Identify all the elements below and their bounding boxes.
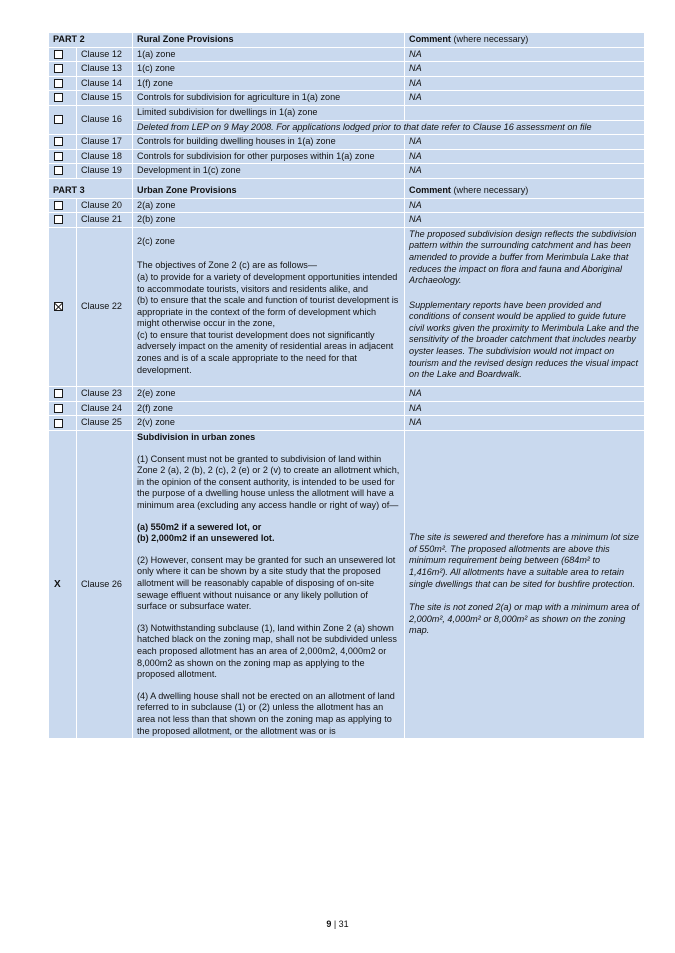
table-row: [49, 135, 645, 150]
clause-label: Clause 18: [77, 149, 133, 164]
page-number-footer: [0, 919, 675, 929]
clause-26-comment-p1: The site is sewered and therefore has a minimum lot size of 550m². The proposed allotments are above this minimum requirement being between (684m² to 1,416m²). All allotments have a suitable area to retain single dwellings that can be sited for bushfire protection.: [409, 532, 639, 589]
clause-comment: NA: [405, 149, 645, 164]
clause-label: Clause 25: [77, 416, 133, 431]
clause-description: Development in 1(c) zone: [133, 164, 405, 179]
clause-22-title: 2(c) zone: [137, 235, 175, 246]
clause-label: Clause 16: [77, 105, 133, 134]
clause-comment: NA: [405, 47, 645, 62]
clause-16-deleted-note: Deleted from LEP on 9 May 2008. For applications lodged prior to that date refer to Clause 16 assessment on file: [133, 120, 645, 135]
table-row: [49, 91, 645, 106]
checkbox-clause-25[interactable]: [54, 419, 63, 428]
table-row: [49, 62, 645, 77]
table-row-clause-22: [49, 227, 645, 387]
table-row: [49, 76, 645, 91]
clause-label: Clause 20: [77, 198, 133, 213]
clause-26-description: [133, 431, 405, 739]
clause-description: Limited subdivision for dwellings in 1(a) zone: [133, 105, 405, 120]
comment-header-rest: (where necessary): [450, 184, 529, 195]
clause-label: Clause 15: [77, 91, 133, 106]
part3-header-row: [49, 178, 645, 198]
clause-label: Clause 13: [77, 62, 133, 77]
comment-header-bold: Comment: [409, 184, 451, 195]
checkbox-clause-22-checked[interactable]: [54, 302, 63, 311]
table-row: [49, 164, 645, 179]
provisions-table-container: [48, 32, 644, 739]
clause-22-objectives: The objectives of Zone 2 (c) are as follows—: [137, 260, 317, 271]
part2-header-row: [49, 33, 645, 48]
clause-26-comment: [405, 431, 645, 739]
page-separator: |: [331, 919, 339, 929]
clause-comment: NA: [405, 164, 645, 179]
clause-26-subclause-3: (3) Notwithstanding subclause (1), land within Zone 2 (a) shown hatched black on the zoning map, shall not be subdivided unless each proposed allotment has an area of 2,000m2, 4,000m2 or 8,000m2 as shown on the zoning map as applying to the proposed allotment.: [137, 622, 397, 680]
table-row: [49, 416, 645, 431]
clause-26-comment-p2: The site is not zoned 2(a) or map with a minimum area of 2,000m², 4,000m² or 8,000m² as shown on the zoning map.: [409, 602, 639, 636]
clause-label: Clause 21: [77, 213, 133, 228]
provisions-table: [48, 32, 645, 739]
clause-description: 1(f) zone: [133, 76, 405, 91]
checkbox-clause-12[interactable]: [54, 50, 63, 59]
clause-26-item-b: (b) 2,000m2 if an unsewered lot.: [137, 533, 275, 544]
clause-description: Controls for subdivision for agriculture in 1(a) zone: [133, 91, 405, 106]
clause-description: 2(b) zone: [133, 213, 405, 228]
table-row: [49, 213, 645, 228]
clause-comment: NA: [405, 62, 645, 77]
comment-header-bold: Comment: [409, 34, 451, 44]
table-row: [49, 387, 645, 402]
clause-comment: NA: [405, 91, 645, 106]
comment-header-rest: (where necessary): [450, 34, 529, 44]
clause-label: Clause 17: [77, 135, 133, 150]
clause-description: Controls for subdivision for other purposes within 1(a) zone: [133, 149, 405, 164]
clause-22-comment-p1: The proposed subdivision design reflects the subdivision pattern within the surrounding catchment and has been amended to provide a buffer from Merimbula Lake that reduces the impact on flora and fauna and Aboriginal Archaeology.: [409, 228, 637, 286]
checkbox-clause-18[interactable]: [54, 152, 63, 161]
checkbox-clause-19[interactable]: [54, 166, 63, 175]
clause-description: 2(e) zone: [133, 387, 405, 402]
table-row: [49, 149, 645, 164]
clause-22-objective-c: (c) to ensure that tourist development does not significantly adversely impact on the amenity of residential areas in adjacent zones and is of a scale appropriate to the need for that development.: [137, 329, 394, 375]
clause-description: 2(a) zone: [133, 198, 405, 213]
part3-label: PART 3: [49, 178, 133, 198]
clause-comment: NA: [405, 76, 645, 91]
clause-label: Clause 26: [77, 431, 133, 739]
part2-title: Rural Zone Provisions: [133, 33, 405, 48]
part3-comment-header: [405, 178, 645, 198]
part2-comment-header: [405, 33, 645, 48]
clause-label: Clause 24: [77, 401, 133, 416]
clause-description: 1(a) zone: [133, 47, 405, 62]
clause-description: 1(c) zone: [133, 62, 405, 77]
clause-26-subclause-1: (1) Consent must not be granted to subdivision of land within Zone 2 (a), 2 (b), 2 (c), 2 (e) or 2 (v) to create an allotment which, in the opinion of the consent authority, is intended to be used for the purpose of a dwelling house unless the allotment will have a minimum area (excluding any access handle or right of way) of—: [137, 453, 400, 510]
table-row: [49, 401, 645, 416]
table-row-clause-26: [49, 431, 645, 739]
clause-26-subclause-2: (2) However, consent may be granted for such an unsewered lot only where it can be shown by a site study that the proposed allotment will be reasonably capable of disposing of on-site sewage effluent without nuisance or any likely pollution of surface or subsurface water.: [137, 554, 396, 612]
table-row: [49, 198, 645, 213]
table-row-clause-16: [49, 105, 645, 120]
page-number: 9: [326, 919, 332, 929]
clause-22-objective-b: (b) to ensure that the scale and function of tourist development is appropriate in the context of the form of development which might otherwise occur in the zone,: [137, 295, 399, 329]
clause-comment: NA: [405, 135, 645, 150]
checkbox-clause-21[interactable]: [54, 215, 63, 224]
table-row-clause-16-note: [49, 120, 645, 135]
clause-22-comment-p2: Supplementary reports have been provided and conditions of consent would be applied to guide future civil works given the proximity to Merimbula Lake and the sensitivity of the broader catchment that includes nearby oyster leases. The subdivision would not impact on tourism and the revised design reduces the visual impact on the Lake and Boardwalk.: [409, 299, 639, 380]
checkbox-clause-24[interactable]: [54, 404, 63, 413]
checkbox-clause-20[interactable]: [54, 201, 63, 210]
part2-label: PART 2: [49, 33, 133, 48]
table-row: [49, 47, 645, 62]
clause-description: Controls for building dwelling houses in 1(a) zone: [133, 135, 405, 150]
checkbox-clause-23[interactable]: [54, 389, 63, 398]
clause-26-subclause-4: (4) A dwelling house shall not be erected on an allotment of land referred to in subclause (1) or (2) unless the allotment has an area not less than that shown on the zoning map as applying to the proposed allotment, or the allotment was or is: [137, 690, 395, 736]
checkbox-clause-14[interactable]: [54, 79, 63, 88]
checkbox-clause-17[interactable]: [54, 137, 63, 146]
clause-label: Clause 14: [77, 76, 133, 91]
clause-22-objective-a: (a) to provide for a variety of development opportunities intended to accommodate tourists, visitors and residents alike, and: [137, 271, 398, 294]
clause-comment: NA: [405, 401, 645, 416]
clause-22-description: [133, 227, 405, 387]
clause-label: Clause 23: [77, 387, 133, 402]
page-total: 31: [338, 919, 349, 929]
clause-26-mark: X: [49, 431, 77, 739]
empty-cell: [405, 105, 645, 120]
clause-26-title: Subdivision in urban zones: [137, 432, 256, 443]
clause-description: 2(f) zone: [133, 401, 405, 416]
checkbox-clause-16[interactable]: [54, 115, 63, 124]
clause-comment: NA: [405, 387, 645, 402]
clause-description: 2(v) zone: [133, 416, 405, 431]
checkbox-clause-13[interactable]: [54, 64, 63, 73]
clause-label: Clause 12: [77, 47, 133, 62]
clause-comment: NA: [405, 213, 645, 228]
clause-label: Clause 19: [77, 164, 133, 179]
clause-22-comment: [405, 227, 645, 387]
clause-label: Clause 22: [77, 227, 133, 387]
part3-title: Urban Zone Provisions: [133, 178, 405, 198]
clause-comment: NA: [405, 198, 645, 213]
clause-comment: NA: [405, 416, 645, 431]
clause-26-item-a: (a) 550m2 if a sewered lot, or: [137, 521, 262, 532]
checkbox-clause-15[interactable]: [54, 93, 63, 102]
